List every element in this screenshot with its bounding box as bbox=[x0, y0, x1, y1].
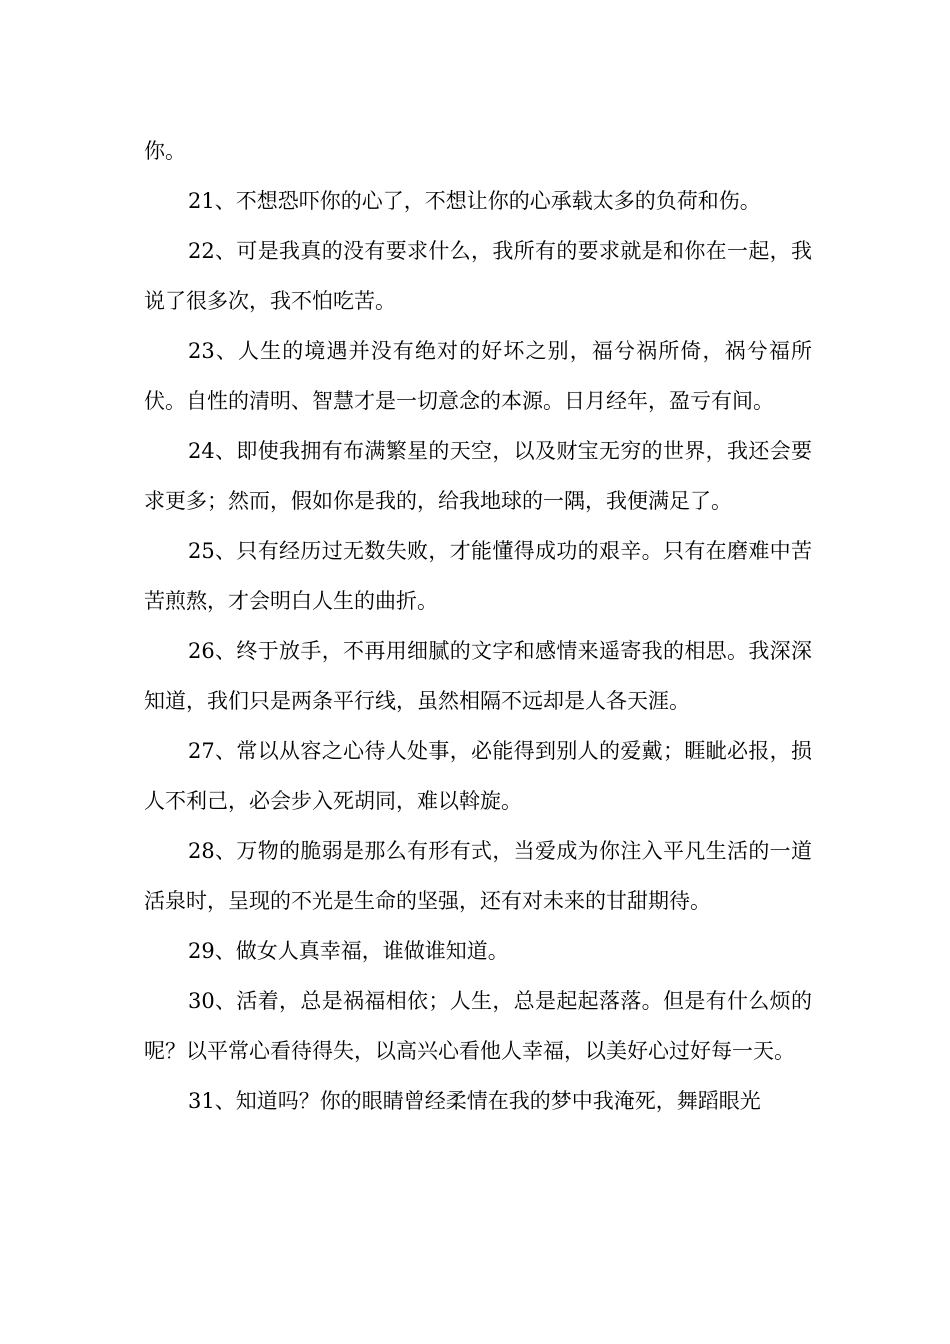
paragraph-29: 29、做女人真幸福，谁做谁知道。 bbox=[188, 939, 509, 963]
paragraph-26: 26、终于放手，不再用细腻的文字和感情来遥寄我的相思。我深深知道，我们只是两条平行线，虽然相隔不远却是人各天涯。 bbox=[144, 639, 812, 713]
paragraph-27: 27、常以从容之心待人处事，必能得到别人的爱戴；睚眦必报，损人不利己，必会步入死胡同，难以斡旋。 bbox=[144, 739, 812, 813]
paragraph-24: 24、即使我拥有布满繁星的天空，以及财宝无穷的世界，我还会要求更多；然而，假如你是我的，给我地球的一隅，我便满足了。 bbox=[144, 439, 812, 513]
paragraph-28: 28、万物的脆弱是那么有形有式，当爱成为你注入平凡生活的一道活泉时，呈现的不光是生命的坚强，还有对未来的甘甜期待。 bbox=[144, 839, 812, 913]
paragraph-25: 25、只有经历过无数失败，才能懂得成功的艰辛。只有在磨难中苦苦煎熬，才会明白人生的曲折。 bbox=[144, 539, 812, 613]
paragraph-31: 31、知道吗？你的眼睛曾经柔情在我的梦中我淹死，舞蹈眼光 bbox=[188, 1089, 761, 1113]
paragraph-22: 22、可是我真的没有要求什么，我所有的要求就是和你在一起，我说了很多次，我不怕吃苦。 bbox=[144, 239, 812, 313]
paragraph-21: 21、不想恐吓你的心了，不想让你的心承载太多的负荷和伤。 bbox=[188, 189, 761, 213]
paragraph-30: 30、活着，总是祸福相依；人生，总是起起落落。但是有什么烦的呢？以平常心看待得失，以高兴心看他人幸福，以美好心过好每一天。 bbox=[144, 989, 812, 1063]
document-body bbox=[144, 126, 812, 1126]
paragraph-20-continuation: 你。 bbox=[144, 139, 186, 163]
paragraph-23: 23、人生的境遇并没有绝对的好坏之别，福兮祸所倚，祸兮福所伏。自性的清明、智慧才是一切意念的本源。日月经年，盈亏有间。 bbox=[144, 339, 812, 413]
